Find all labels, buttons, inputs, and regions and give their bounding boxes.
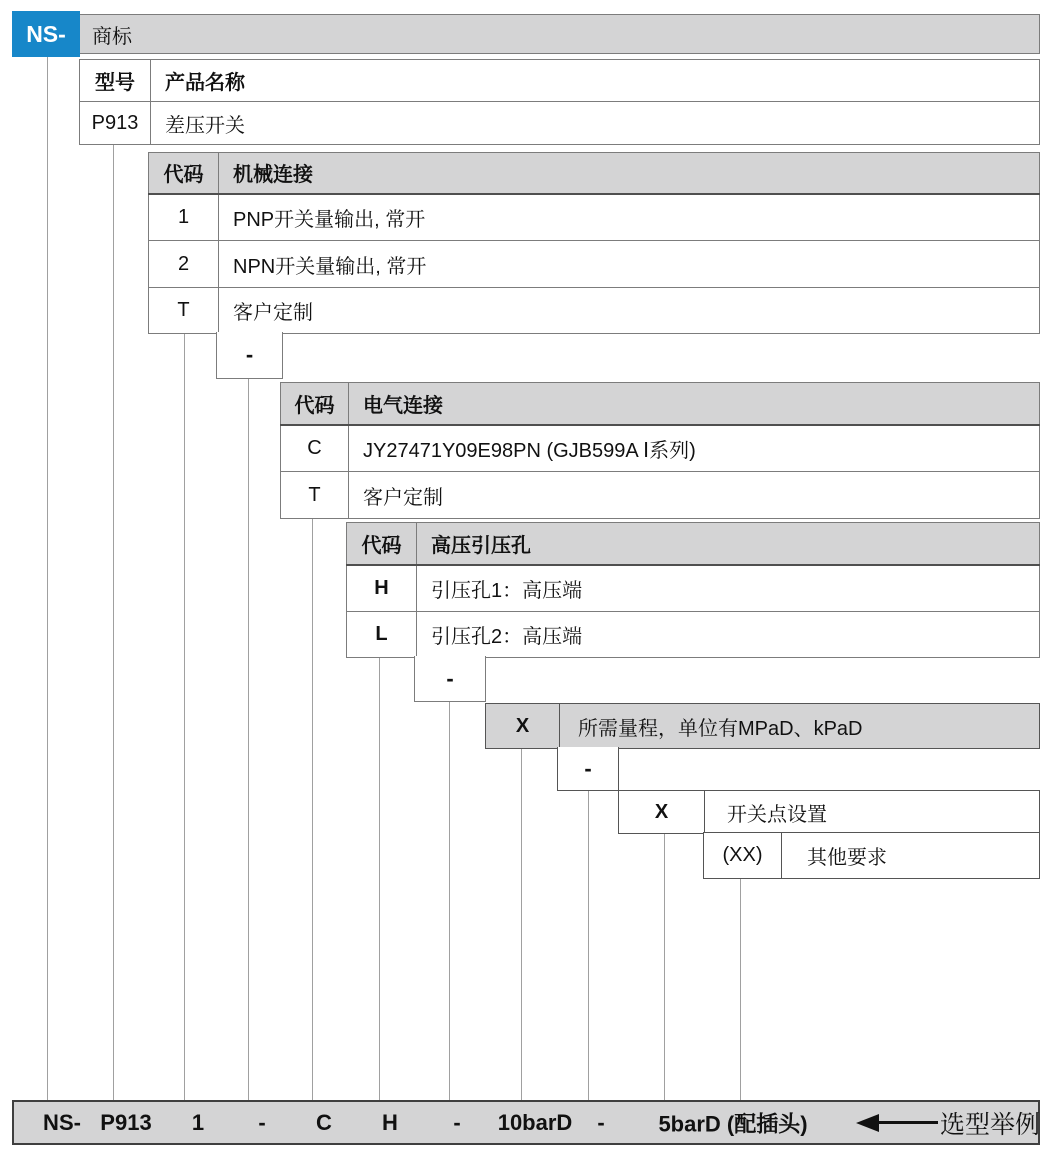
trademark-label: 商标 <box>92 25 132 48</box>
table-row <box>149 288 1040 334</box>
model-table-header-name: 产品名称 <box>151 60 1040 102</box>
mechanical-header-name: 机械连接 <box>219 153 1040 194</box>
example-item: H <box>382 1109 398 1135</box>
connector-line <box>588 791 589 1100</box>
port-desc: 引压孔1：高压端 <box>417 565 1040 612</box>
connector-line <box>664 833 665 1100</box>
range-row <box>485 703 1040 749</box>
separator-dash: - <box>584 755 592 781</box>
example-item: 1 <box>191 1109 205 1135</box>
connector-line <box>449 702 450 1100</box>
table-row <box>281 472 1040 519</box>
example-item: 5barD (配插头) <box>658 1111 808 1136</box>
connector-line <box>521 748 522 1100</box>
example-item: C <box>316 1109 332 1135</box>
model-table-header-code: 型号 <box>80 60 151 102</box>
electrical-desc: JY27471Y09E98PN (GJB599A Ⅰ系列) <box>349 425 1040 472</box>
other-code: (XX) <box>704 833 782 879</box>
table-row <box>281 425 1040 472</box>
electrical-code: C <box>281 425 349 472</box>
brand-prefix-label: NS- <box>26 20 66 47</box>
mechanical-code: 1 <box>149 194 219 241</box>
mechanical-desc: PNP开关量输出, 常开 <box>219 194 1040 241</box>
high-pressure-port-table <box>346 522 1040 658</box>
connector-line <box>248 378 249 1100</box>
table-row <box>149 194 1040 241</box>
port-header-code: 代码 <box>347 523 417 565</box>
table-row <box>347 565 1040 612</box>
port-header-name: 高压引压孔 <box>417 523 1040 565</box>
mechanical-desc: NPN开关量输出, 常开 <box>219 241 1040 288</box>
mechanical-code: 2 <box>149 241 219 288</box>
electrical-header-code: 代码 <box>281 383 349 425</box>
other-desc: 其他要求 <box>782 833 1040 879</box>
switch-point-row <box>618 790 1040 834</box>
mechanical-header-code: 代码 <box>149 153 219 194</box>
separator-cell <box>216 332 283 379</box>
selection-example-label: 选型举例 <box>940 1110 1041 1139</box>
switch-point-code: X <box>619 791 705 834</box>
electrical-header-name: 电气连接 <box>349 383 1040 425</box>
connector-line <box>740 878 741 1100</box>
connector-line <box>379 657 380 1100</box>
separator-cell <box>414 656 486 702</box>
left-arrow-icon <box>856 1114 938 1132</box>
model-table <box>79 59 1040 145</box>
electrical-table <box>280 382 1040 519</box>
separator-dash: - <box>245 342 254 367</box>
selection-example-strip <box>12 1100 1040 1145</box>
example-item: - <box>597 1109 605 1135</box>
range-desc: 所需量程，单位有MPaD、kPaD <box>560 704 1040 749</box>
example-item: NS- <box>43 1109 81 1135</box>
connector-line <box>312 518 313 1100</box>
mechanical-code: T <box>149 288 219 334</box>
range-code: X <box>486 704 560 749</box>
model-code: P913 <box>80 102 151 145</box>
separator-cell <box>557 747 619 791</box>
separator-dash: - <box>446 665 454 691</box>
port-code: H <box>347 565 417 612</box>
other-requirements-row <box>703 832 1040 879</box>
electrical-code: T <box>281 472 349 519</box>
model-name: 差压开关 <box>151 102 1040 145</box>
example-item: - <box>453 1109 461 1135</box>
connector-line <box>184 332 185 1100</box>
switch-point-desc: 开关点设置 <box>705 791 1040 834</box>
example-item: - <box>258 1109 266 1135</box>
brand-prefix-box <box>12 11 80 57</box>
trademark-header <box>79 14 1040 54</box>
example-item: P913 <box>100 1109 152 1135</box>
port-desc: 引压孔2：高压端 <box>417 612 1040 658</box>
example-item: 10barD <box>497 1109 573 1135</box>
connector-line <box>47 57 48 1100</box>
connector-line <box>113 144 114 1100</box>
electrical-desc: 客户定制 <box>349 472 1040 519</box>
mechanical-desc: 客户定制 <box>219 288 1040 334</box>
table-row <box>347 612 1040 658</box>
port-code: L <box>347 612 417 658</box>
mechanical-table <box>148 152 1040 334</box>
table-row <box>149 241 1040 288</box>
